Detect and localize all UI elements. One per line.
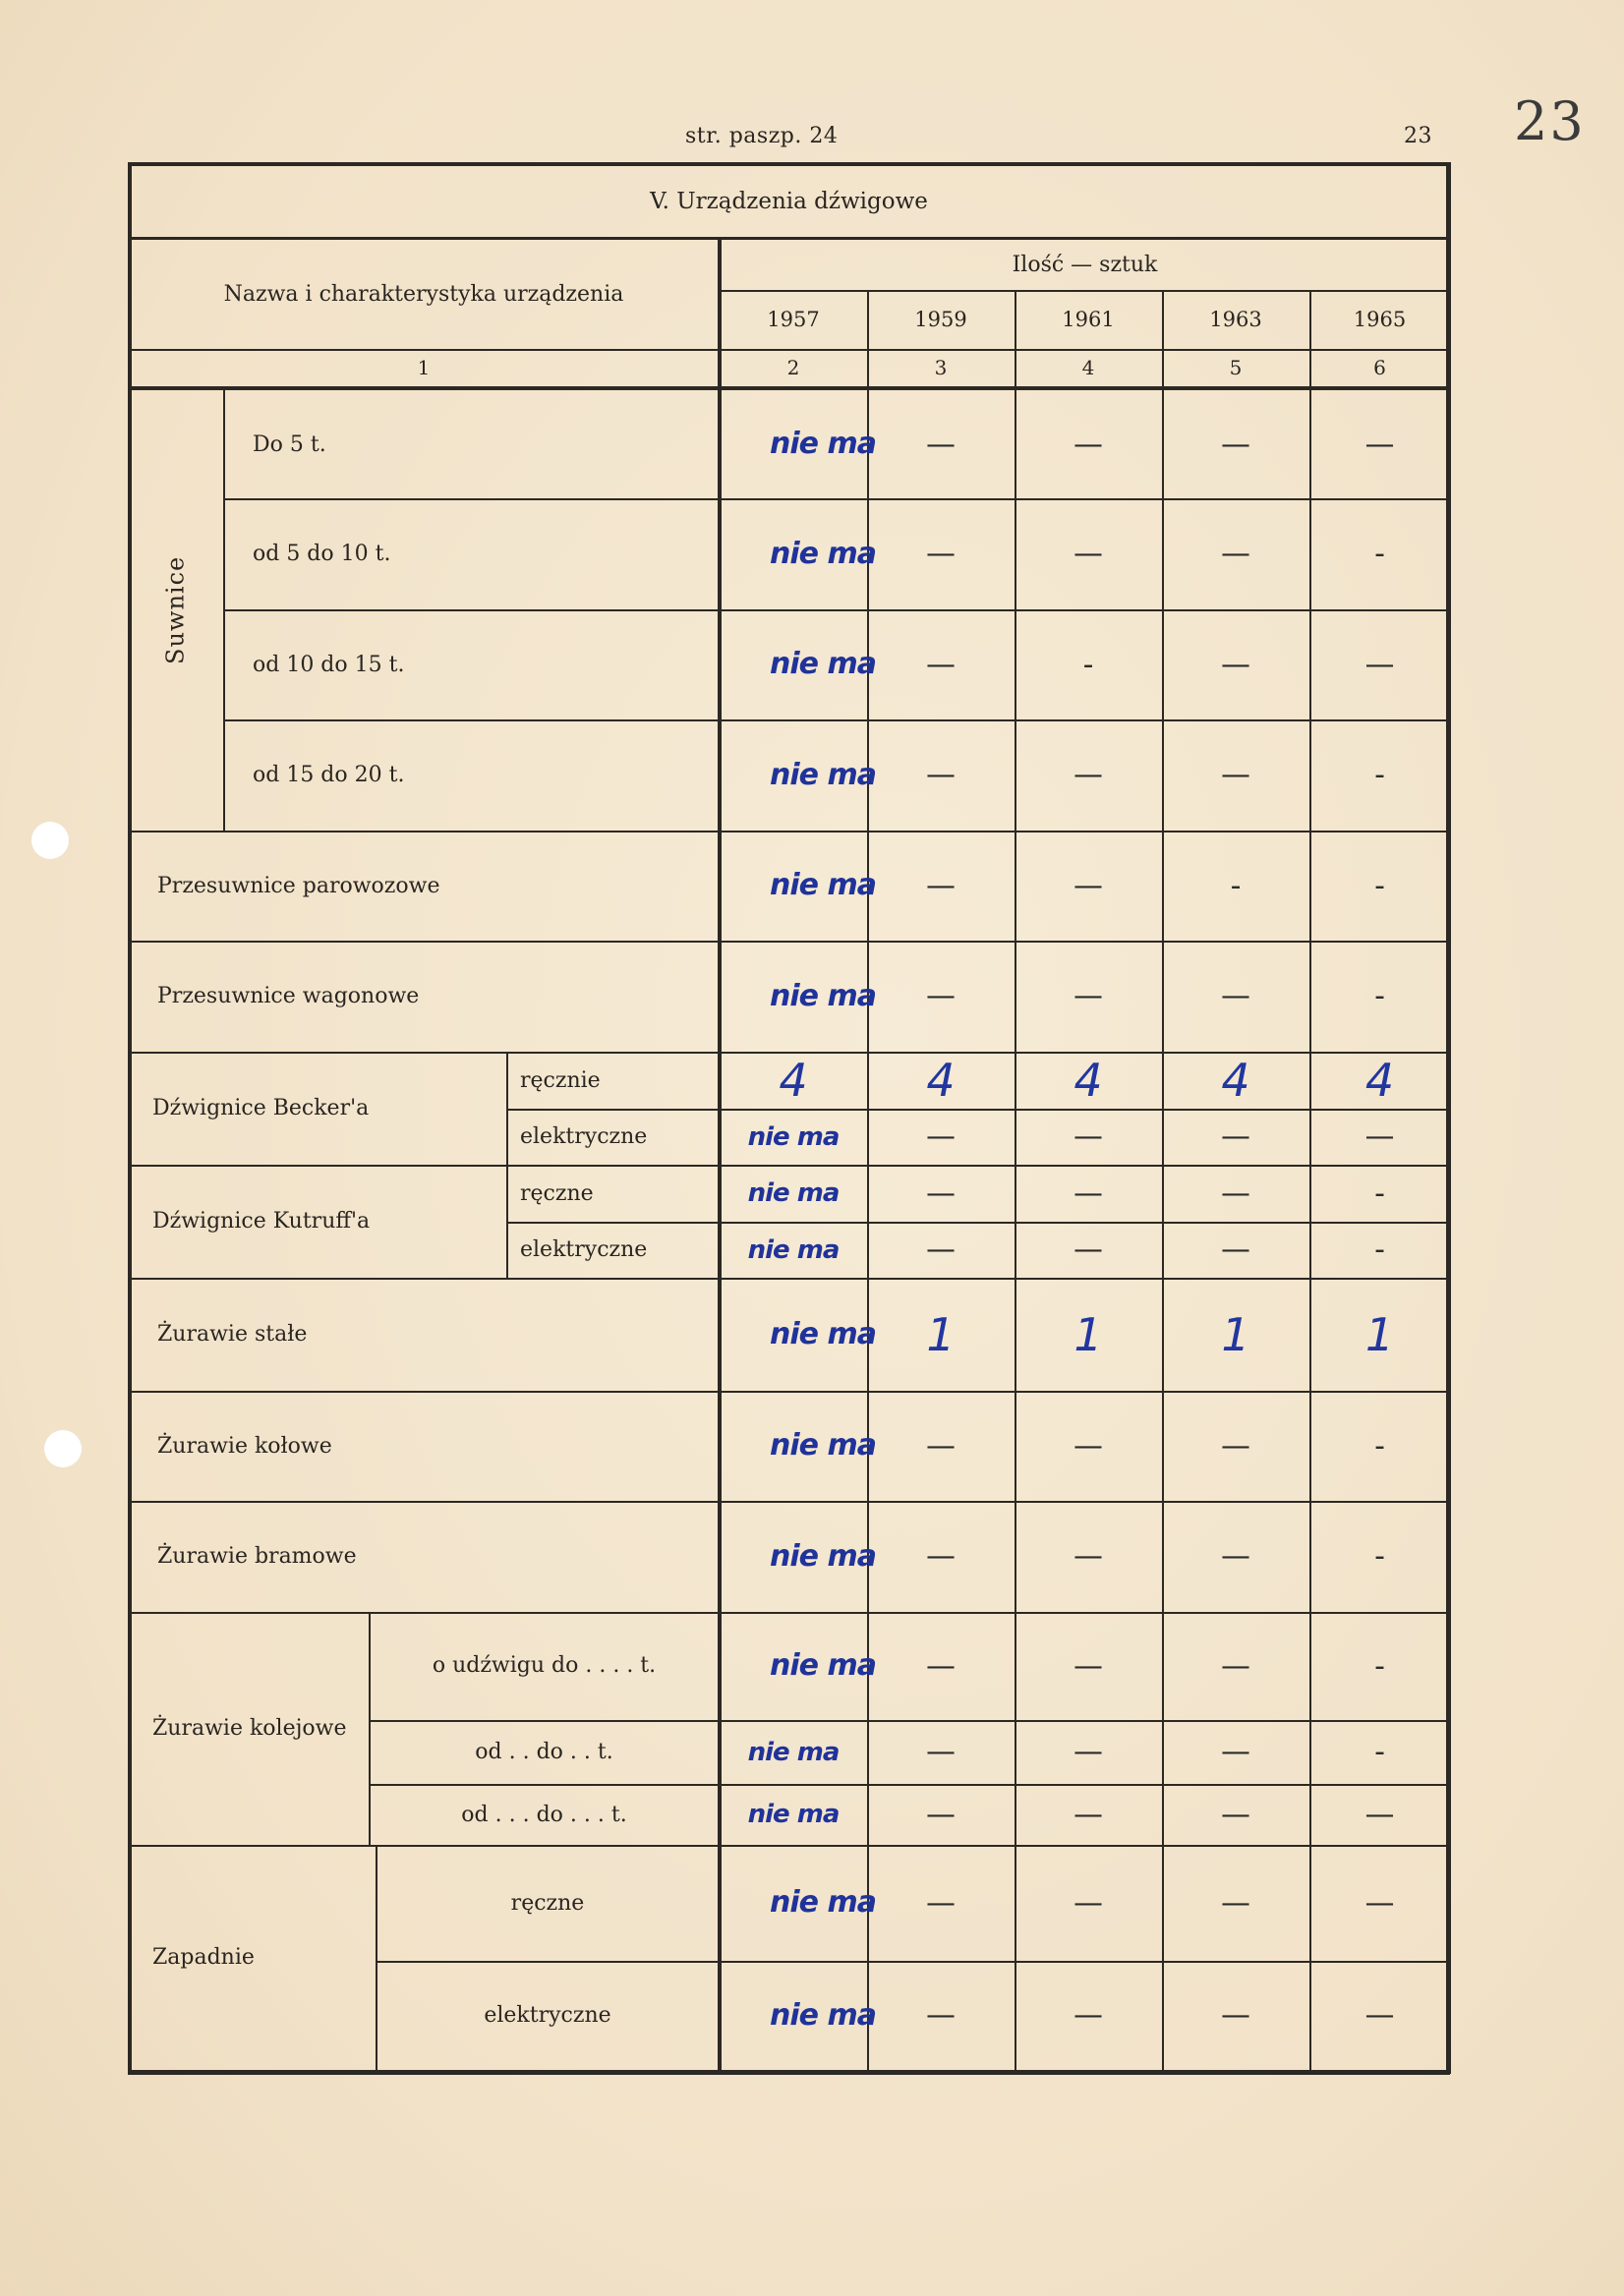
row-label-5: Przesuwnice wagonowe <box>157 984 420 1008</box>
value-1-1965: - <box>1374 537 1385 571</box>
value-6-1965: 4 <box>1364 1054 1395 1107</box>
value-2-1963: — <box>1221 647 1250 682</box>
value-17-1965: — <box>1364 1998 1395 2033</box>
value-5-1957: nie ma <box>770 978 876 1013</box>
value-9-1957: nie ma <box>747 1234 840 1265</box>
row-label-15: od . . . do . . . t. <box>461 1802 627 1827</box>
row-label-16: ręczne <box>510 1890 585 1916</box>
row-label-1: od 5 do 10 t. <box>253 542 391 566</box>
value-8-1959: — <box>926 1176 956 1211</box>
year-header-1963: 1963 <box>1209 308 1262 331</box>
group-label-kutruff: Dźwignice Kutruff'a <box>152 1209 371 1234</box>
value-2-1965: — <box>1364 647 1395 682</box>
value-7-1959: — <box>926 1119 956 1154</box>
value-14-1965: - <box>1374 1735 1385 1769</box>
value-15-1961: — <box>1073 1797 1103 1832</box>
row-label-3: od 15 do 20 t. <box>253 763 405 787</box>
row-label-7: elektryczne <box>520 1124 648 1149</box>
year-header-1965: 1965 <box>1353 308 1407 331</box>
value-8-1961: — <box>1073 1176 1103 1211</box>
value-12-1961: — <box>1073 1539 1103 1574</box>
value-4-1959: — <box>926 868 956 903</box>
value-8-1965: - <box>1374 1176 1385 1211</box>
group-label-becker: Dźwignice Becker'a <box>152 1096 370 1120</box>
row-label-12: Żurawie bramowe <box>157 1544 357 1569</box>
value-16-1959: — <box>926 1885 956 1921</box>
value-13-1963: — <box>1221 1648 1250 1684</box>
value-10-1957: nie ma <box>770 1316 876 1351</box>
punch-hole-top <box>31 822 69 859</box>
row-label-2: od 10 do 15 t. <box>253 652 405 677</box>
row-label-14: od . . do . . t. <box>475 1740 613 1764</box>
value-12-1957: nie ma <box>770 1538 876 1574</box>
row-label-10: Żurawie stałe <box>157 1322 308 1347</box>
value-1-1959: — <box>926 537 956 571</box>
value-7-1963: — <box>1221 1119 1250 1154</box>
value-13-1961: — <box>1073 1648 1103 1684</box>
page-number-small: 23 <box>1404 124 1432 148</box>
value-9-1961: — <box>1073 1233 1103 1267</box>
value-17-1963: — <box>1221 1998 1250 2033</box>
value-16-1957: nie ma <box>770 1885 876 1920</box>
value-5-1963: — <box>1221 979 1250 1013</box>
value-14-1963: — <box>1221 1735 1250 1769</box>
value-0-1965: — <box>1364 427 1395 462</box>
value-9-1963: — <box>1221 1233 1250 1267</box>
value-14-1959: — <box>926 1735 956 1769</box>
value-4-1963: - <box>1230 868 1242 903</box>
value-8-1957: nie ma <box>747 1178 840 1208</box>
value-3-1961: — <box>1073 758 1103 792</box>
value-13-1957: nie ma <box>770 1648 876 1683</box>
column-number-4: 4 <box>1081 356 1095 379</box>
value-4-1965: - <box>1374 868 1385 903</box>
value-16-1965: — <box>1364 1885 1395 1921</box>
row-label-6: ręcznie <box>520 1067 601 1093</box>
punch-hole-bottom <box>44 1430 82 1467</box>
column-number-5: 5 <box>1229 356 1243 379</box>
value-10-1963: 1 <box>1221 1307 1250 1361</box>
value-16-1963: — <box>1221 1885 1250 1921</box>
year-header-1957: 1957 <box>767 308 820 331</box>
value-9-1959: — <box>926 1233 956 1267</box>
value-16-1961: — <box>1073 1885 1103 1921</box>
value-6-1959: 4 <box>926 1054 956 1107</box>
value-10-1965: 1 <box>1364 1307 1395 1361</box>
value-3-1959: — <box>926 758 956 792</box>
passport-reference: str. paszp. 24 <box>685 124 839 148</box>
value-17-1961: — <box>1073 1998 1103 2033</box>
value-1-1957: nie ma <box>770 536 876 571</box>
value-11-1959: — <box>926 1428 956 1464</box>
value-3-1957: nie ma <box>770 757 876 792</box>
group-label-zapadnie: Zapadnie <box>152 1945 255 1970</box>
value-1-1961: — <box>1073 537 1103 571</box>
group-label-suwnice: Suwnice <box>161 555 190 665</box>
value-2-1961: - <box>1082 647 1094 682</box>
value-12-1965: - <box>1374 1539 1385 1574</box>
value-15-1957: nie ma <box>747 1800 840 1829</box>
equipment-table <box>128 162 1450 2074</box>
row-label-17: elektryczne <box>484 2003 611 2028</box>
value-5-1965: - <box>1374 979 1385 1013</box>
value-6-1961: 4 <box>1073 1054 1103 1107</box>
value-11-1961: — <box>1073 1428 1103 1464</box>
value-4-1961: — <box>1073 868 1103 903</box>
value-17-1959: — <box>926 1998 956 2033</box>
value-5-1961: — <box>1073 979 1103 1013</box>
value-0-1961: — <box>1073 427 1103 462</box>
year-header-1959: 1959 <box>914 308 967 331</box>
value-3-1963: — <box>1221 758 1250 792</box>
value-17-1957: nie ma <box>770 1997 876 2033</box>
value-6-1957: 4 <box>779 1054 808 1107</box>
row-label-8: ręczne <box>520 1180 594 1206</box>
row-label-11: Żurawie kołowe <box>157 1433 332 1459</box>
value-14-1957: nie ma <box>747 1737 840 1767</box>
value-0-1959: — <box>926 427 956 462</box>
row-label-13: o udźwigu do . . . . t. <box>432 1653 657 1678</box>
value-7-1957: nie ma <box>747 1121 840 1152</box>
value-0-1963: — <box>1221 427 1250 462</box>
year-header-1961: 1961 <box>1062 308 1115 331</box>
group-label-kolejowe: Żurawie kolejowe <box>152 1716 347 1741</box>
row-label-9: elektryczne <box>520 1237 648 1262</box>
value-10-1959: 1 <box>926 1307 956 1361</box>
column-number-3: 3 <box>934 356 948 379</box>
column-number-1: 1 <box>417 356 431 379</box>
value-5-1959: — <box>926 979 956 1013</box>
column-number-2: 2 <box>786 356 800 379</box>
value-8-1963: — <box>1221 1176 1250 1211</box>
value-1-1963: — <box>1221 537 1250 571</box>
page-number-stamp: 23 <box>1514 90 1586 152</box>
value-15-1959: — <box>926 1797 956 1832</box>
value-12-1959: — <box>926 1539 956 1574</box>
name-column-header: Nazwa i charakterystyka urządzenia <box>223 281 624 307</box>
value-2-1957: nie ma <box>770 647 876 681</box>
value-7-1965: — <box>1364 1119 1395 1154</box>
value-2-1959: — <box>926 647 956 682</box>
value-0-1957: nie ma <box>770 427 876 461</box>
value-10-1961: 1 <box>1073 1307 1103 1361</box>
value-13-1965: - <box>1374 1648 1385 1684</box>
value-3-1965: - <box>1374 758 1385 792</box>
column-number-6: 6 <box>1373 356 1386 379</box>
row-label-0: Do 5 t. <box>253 431 326 457</box>
value-11-1957: nie ma <box>770 1428 876 1463</box>
value-14-1961: — <box>1073 1735 1103 1769</box>
value-12-1963: — <box>1221 1539 1250 1574</box>
value-13-1959: — <box>926 1648 956 1684</box>
value-15-1963: — <box>1221 1797 1250 1832</box>
quantity-header: Ilość — sztuk <box>1012 253 1158 277</box>
value-7-1961: — <box>1073 1119 1103 1154</box>
value-15-1965: — <box>1364 1797 1395 1832</box>
table-title: V. Urządzenia dźwigowe <box>650 189 928 214</box>
value-11-1965: - <box>1374 1428 1385 1464</box>
value-9-1965: - <box>1374 1233 1385 1267</box>
value-6-1963: 4 <box>1221 1054 1250 1107</box>
value-4-1957: nie ma <box>770 868 876 902</box>
value-11-1963: — <box>1221 1428 1250 1464</box>
row-label-4: Przesuwnice parowozowe <box>157 873 440 898</box>
table-border-bottom <box>128 2070 1450 2075</box>
